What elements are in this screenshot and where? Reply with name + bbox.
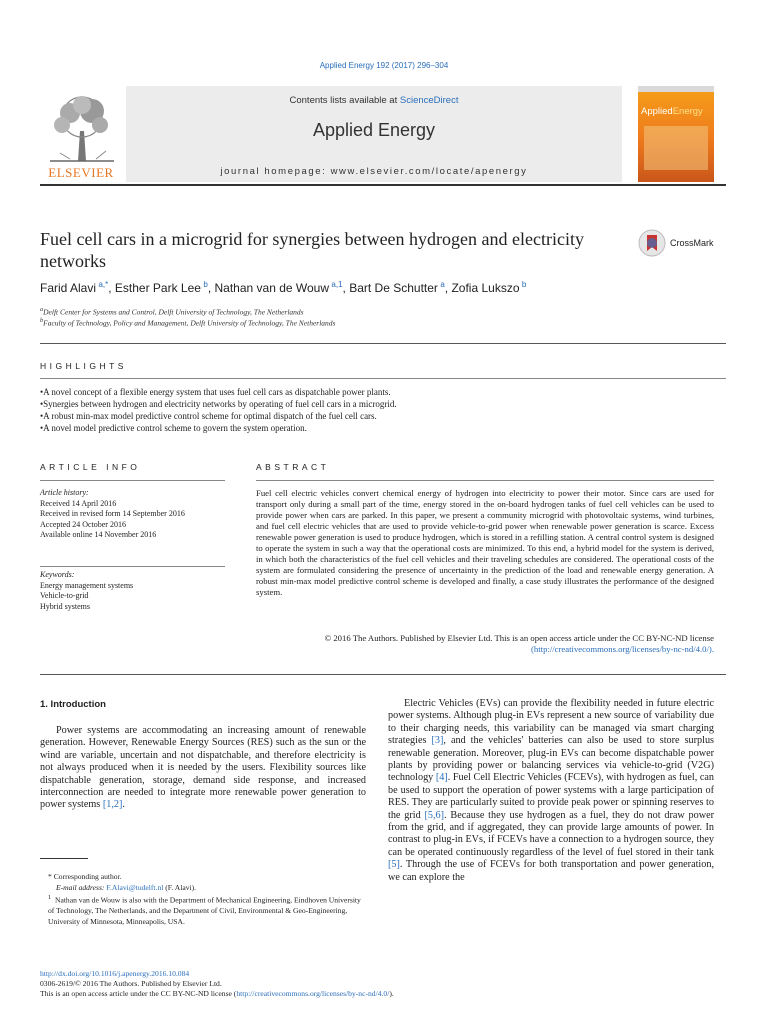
keyword-item: Energy management systems (40, 580, 134, 590)
elsevier-wordmark: ELSEVIER (48, 165, 114, 180)
header-rule (40, 184, 726, 186)
author-link[interactable]: Bart De Schutter (349, 281, 438, 295)
article-info-rule (40, 480, 225, 481)
highlights-list (40, 386, 726, 434)
affiliation: $^b$Faculty of Technology, Policy and Management, Delft University of Technology, The Netherlands (40, 317, 336, 328)
intro-paragraph: Electric Vehicles (EVs) can provide the flexibility needed in future electric power systems. Although plug-in EVs represent a new source of variability due to their charging needs, this variability can be managed via smart charging strategies [3], and the vehicles' batteries can also be used to store surplus renewable generation. Moreover, plug-in EVs can become dispatchable power plants by providing power or balancing services via vehicle-to-grid (V2G) technology [4]. Fuel Cell Electric Vehicles (FCEVs), with hydrogen as fuel, can be used to support the operation of power systems with a large participation of RES. They are particularly suited to provide peak power or spinning reserves to the grid [5,6]. Because they use hydrogen as a fuel, they do not draw power from the grid, and if aggregated, they can provide large amounts of power. In contrast to plug-in EVs, if FCEVs have a connection to a hydrogen source, they can be operated continuously regardless of the level of fuel stored in their tank [5]. Through the use of FCEVs for both transportation and power generation, we can explore the (388, 698, 715, 883)
doi-link[interactable]: http://dx.doi.org/10.1016/j.apenergy.2016.10.084 (40, 969, 190, 978)
article-title: Fuel cell cars in a microgrid for synergies between hydrogen and electricity networks (40, 229, 584, 271)
highlights-heading: HIGHLIGHTS (40, 361, 127, 371)
abstract-heading: ABSTRACT (256, 462, 330, 472)
journal-reference[interactable]: Applied Energy 192 (2017) 296–304 (319, 61, 449, 70)
article-history (40, 488, 225, 541)
cover-image-icon (638, 86, 714, 182)
oa-license-link[interactable]: http://creativecommons.org/licenses/by-nc-nd/4.0/ (236, 989, 390, 998)
keywords-label: Keywords: (40, 570, 75, 579)
issn-line: 0306-2619/© 2016 The Authors. Published by Elsevier Ltd. (40, 979, 222, 988)
author-link[interactable]: Farid Alavi (40, 281, 97, 295)
highlight-item: • A novel concept of a flexible energy system that uses fuel cell cars as dispatchable power plants. (40, 386, 726, 398)
author-link[interactable]: Esther Park Lee (114, 281, 201, 295)
section-rule (40, 674, 726, 675)
highlight-item: • Synergies between hydrogen and electricity networks by operating of fuel cell cars in a microgrid. (40, 398, 726, 410)
footnote-corresponding: * Corresponding author. (48, 872, 122, 881)
abstract-license: © 2016 The Authors. Published by Elsevier Ltd. This is an open access article under the CC BY-NC-ND license (http://creativecommons.org/licenses/by-nc-nd/4.0/). (256, 633, 714, 655)
keyword-item: Hybrid systems (40, 601, 90, 611)
keywords-rule (40, 566, 225, 567)
highlight-item: • A novel model predictive control scheme to govern the system operation. (40, 422, 726, 434)
sciencedirect-link[interactable]: ScienceDirect (399, 95, 459, 106)
citation-link[interactable]: [5] (388, 859, 400, 871)
author-affil-sup[interactable]: b (521, 280, 527, 289)
intro-heading: 1. Introduction (40, 699, 106, 710)
intro-left-column (40, 725, 366, 812)
article-info-heading: ARTICLE INFO (40, 462, 141, 472)
footnotes (40, 872, 366, 927)
footnote-email: E-mail address: F.Alavi@tudelft.nl (F. Alavi). (56, 882, 197, 892)
section-rule (40, 343, 726, 344)
citation-link[interactable]: [5,6] (424, 809, 445, 821)
author-list: Farid Alavi $^{a,*}$, Esther Park Lee $^b$, Nathan van de Wouw $^{a,1}$, Bart De Schutter $^a$, Zofia Lukszo $^b$ (40, 280, 527, 295)
journal-title: Applied Energy (312, 120, 436, 140)
history-item: Received 14 April 2016 (40, 498, 117, 508)
author-affil-sup[interactable]: b (203, 280, 208, 289)
journal-cover[interactable] (638, 86, 714, 182)
author-link[interactable]: Zofia Lukszo (451, 281, 520, 295)
history-item: Accepted 24 October 2016 (40, 519, 126, 529)
crossmark-label: CrossMark (670, 238, 714, 248)
history-item: Available online 14 November 2016 (40, 530, 157, 539)
contents-line: Contents lists available at ScienceDirect (289, 95, 459, 106)
highlight-item: • A robust min-max model predictive control scheme for optimal dispatch of the fuel cell cars. (40, 410, 726, 422)
keyword-item: Vehicle-to-grid (40, 591, 89, 600)
highlights-rule (40, 378, 726, 379)
citation-link[interactable]: [3] (431, 735, 444, 747)
elsevier-logo (40, 93, 122, 181)
footnote-rule (40, 858, 88, 859)
history-label: Article history: (40, 488, 89, 497)
abstract-rule (256, 480, 714, 481)
author-affil-sup[interactable]: a,* (98, 280, 109, 289)
affiliation: $^a$Delft Center for Systems and Control, Delft University of Technology, The Netherlands (40, 306, 304, 317)
history-item: Received in revised form 14 September 2016 (40, 509, 185, 518)
journal-banner (126, 86, 622, 182)
author-affil-sup[interactable]: a,1 (331, 280, 343, 289)
keywords (40, 570, 225, 612)
journal-homepage[interactable]: journal homepage: www.elsevier.com/locate/apenergy (220, 166, 528, 177)
author-link[interactable]: Nathan van de Wouw (214, 281, 329, 295)
citation-link[interactable]: [1,2] (102, 799, 123, 811)
page-footer (40, 969, 726, 999)
open-access-line: This is an open access article under the CC BY-NC-ND license (http://creativecommons.org/licenses/by-nc-nd/4.0/). (40, 989, 394, 998)
intro-paragraph: Power systems are accommodating an increasing amount of renewable generation. However, Renewable Energy Sources (RES) such as the sun or the wind are variable, uncertain and not dispatchable, and therefore electricity is not always produced when it is needed by the users. Flexibility sources like dispatchable generation, storage, demand side response, and increased interconnection are needed to integrate more renewable power generation to power systems [1,2]. (40, 725, 366, 811)
crossmark-button[interactable] (638, 229, 714, 257)
email-link[interactable]: F.Alavi@tudelft.nl (106, 882, 164, 892)
intro-right-column (388, 698, 714, 884)
license-link[interactable]: (http://creativecommons.org/licenses/by-nc-nd/4.0/). (531, 644, 714, 654)
citation-link[interactable]: [4] (435, 772, 448, 784)
author-affil-sup[interactable]: a (440, 280, 445, 289)
crossmark-icon (638, 229, 666, 257)
cover-title: AppliedEnergy (641, 106, 703, 117)
footnote-1: $^1$ Nathan van de Wouw is also with the Department of Mechanical Engineering, Eindhoven University of Technology, The Netherlands, and the Department of Civil, Environmental & Geo-Engineering, University of Minnesota, Minneapolis, USA. (48, 894, 361, 926)
abstract-text: Fuel cell electric vehicles convert chemical energy of hydrogen into electricity to power their motor. Since cars are used for transport only during a small part of the time, energy stored in the on-board hydrogen tanks of fuel cell vehicles can be used to provide power when cars are parked. In this paper, we present a community microgrid with photovoltaic systems, wind turbines, and fuel cell electric vehicles that are used to provide vehicle-to-grid power when renewable power generation is scarce. Excess renewable power generation is used to produce hydrogen, which is stored in a refilling station. A central control system is designed to operate the system in such a way that the operational costs are minimized. To this end, a hybrid model for the system is derived, in which both the characteristics of the fuel cell vehicles and their traveling schedules are considered. The operational costs of the system are formulated considering the presence of uncertainty in the prediction of the load and renewable energy generation. A robust min-max model predictive control scheme is developed and finally, a case study illustrates the performance of the designed system. (256, 488, 714, 597)
